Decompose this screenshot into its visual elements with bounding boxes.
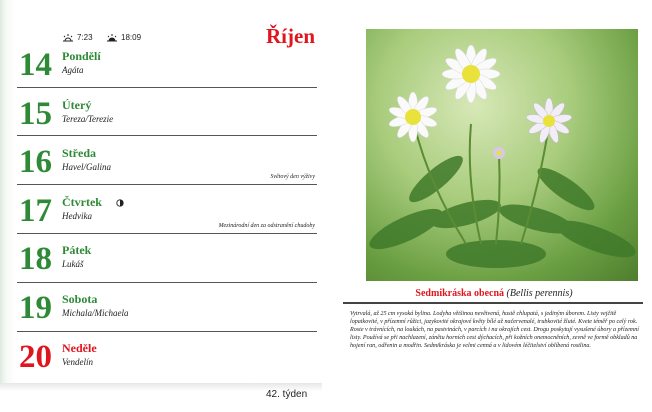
day-number: 19 — [19, 290, 52, 326]
row-divider — [17, 233, 317, 234]
day-weekday: Středa — [62, 146, 96, 160]
plant-illustration — [366, 29, 638, 281]
daisy-bud — [493, 147, 505, 159]
plant-caption — [336, 288, 652, 299]
sunrise-info — [62, 33, 93, 42]
daisy-flower — [526, 98, 573, 144]
row-divider — [17, 184, 317, 185]
plant-name-cz: Sedmikráska obecná — [415, 288, 505, 299]
day-number: 16 — [19, 144, 52, 180]
name-day: Vendelín — [62, 357, 93, 367]
daisy-flower — [388, 92, 438, 142]
name-day: Agáta — [62, 65, 84, 75]
moon-phase-icon — [116, 199, 124, 207]
name-day: Havel/Galina — [62, 162, 111, 172]
day-row[interactable] — [17, 194, 317, 234]
day-number: 18 — [19, 241, 52, 277]
row-divider — [17, 331, 317, 332]
day-number: 20 — [19, 339, 52, 375]
day-row[interactable] — [17, 145, 317, 185]
day-note: Mezinárodní den za odstranění chudoby — [218, 223, 315, 229]
day-note: Světový den výživy — [270, 174, 315, 180]
day-row[interactable] — [17, 97, 317, 136]
sunset-time: 18:09 — [121, 33, 142, 42]
day-number: 15 — [19, 96, 52, 132]
name-day: Lukáš — [62, 259, 84, 269]
day-weekday: Úterý — [62, 98, 92, 112]
name-day: Tereza/Terezie — [62, 114, 114, 124]
row-divider — [17, 87, 317, 88]
day-number: 17 — [19, 193, 52, 229]
day-row[interactable] — [17, 242, 317, 283]
row-divider — [17, 135, 317, 136]
week-number: 42. týden — [266, 389, 308, 400]
day-weekday: Čtvrtek — [62, 195, 102, 209]
day-row[interactable] — [17, 291, 317, 332]
day-weekday: Pátek — [62, 243, 92, 257]
plant-description: Vytrvalá, až 25 cm vysoká bylina. Lodyha většinou nevětvená, hustě chlupatá, s jediným úborem. Listy vejčitě lopatkovité, v přízemní růžici, jazykovité okrajové květy bílé až načervenalé, trubkovité žluté. Kvete téměř po celý rok. Roste v trávnících, na loukách, na pastvinách, v parcích i na okrajích cest. Drogu poskytují vysušené úbory a přízemní listy. Používá se při nachlazení, zánětu horních cest dýchacích, při kožních onemocněních, zevně ve formě obkladů na hojení ran, odřenin a modřin. Sedmikráska je velmi cenná a v lidovém léčitelství oblíbená rostlina. — [350, 311, 639, 350]
day-number: 14 — [19, 47, 52, 83]
sunrise-time: 7:23 — [77, 33, 93, 42]
row-divider — [17, 282, 317, 283]
week-panel — [0, 0, 322, 390]
sunset-icon — [106, 33, 118, 42]
name-day: Hedvika — [62, 211, 92, 221]
plant-name-latin: (Bellis perennis) — [506, 288, 573, 299]
day-row[interactable] — [17, 48, 317, 88]
month-title: Říjen — [266, 24, 315, 48]
day-weekday: Pondělí — [62, 49, 101, 63]
daisy-flower — [442, 45, 500, 103]
sunrise-icon — [62, 33, 74, 42]
name-day: Michala/Michaela — [62, 308, 129, 318]
day-row-sunday[interactable] — [17, 340, 317, 380]
daisy-illustration — [366, 29, 638, 281]
caption-divider — [343, 302, 643, 304]
day-weekday: Sobota — [62, 292, 98, 306]
sunset-info — [106, 33, 141, 42]
day-weekday: Neděle — [62, 341, 97, 355]
